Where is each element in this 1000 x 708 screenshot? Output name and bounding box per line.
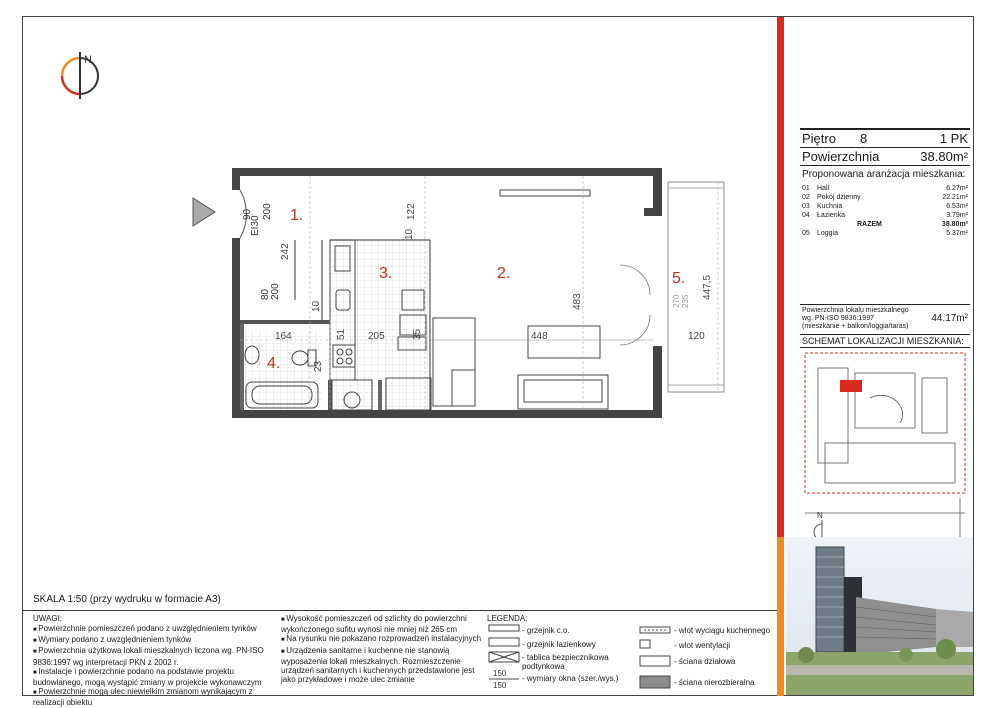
footer: [22, 590, 777, 708]
room-number-hall: 1.: [290, 207, 304, 224]
dim-23: 23: [313, 360, 324, 372]
dim-51: 51: [336, 328, 347, 340]
note-item: ■ Powierzchnie pomieszczeń podano z uwzględnieniem tynków: [33, 624, 278, 635]
dim-242: 242: [280, 243, 291, 260]
mini-compass-icon: [814, 520, 822, 538]
room-name: Kuchnia: [817, 203, 843, 210]
note-item: ■ Urządzenia sanitarne i kuchenne nie stanowią wyposażenia lokali mieszkalnych. Rozmieszczenie urządzeń sanitarnych i kuchennych przedstawione jest jako przykładowe i może ulec zmianie: [281, 646, 491, 685]
dim-120: 120: [688, 331, 705, 342]
location-schema: [800, 348, 970, 538]
floor-label: Piętro: [802, 131, 836, 146]
proposal-title: Proponowana aranżacja mieszkania:: [802, 169, 966, 180]
legend-radiator: - grzejnik c.o.: [522, 626, 570, 635]
legend-towel-radiator: - grzejnik łazienkowy: [522, 640, 596, 649]
dim-10a: 10: [404, 228, 415, 240]
notes-right: [281, 614, 491, 684]
room-number-living: 2.: [497, 265, 511, 282]
dim-205: 205: [368, 331, 385, 342]
radiator-icon: [489, 625, 519, 631]
note-item: ■ Wysokość pomieszczeń od szlichty do powierzchni wykończonego sufitu wynosi nie mniej niż 265 cm: [281, 614, 491, 634]
legend-window: - wymiary okna (szer./wys.): [522, 674, 619, 683]
note-item: ■ Powierzchnia użytkowa lokali mieszkalnych liczona wg. PN-ISO 9836:1997 wg interpretacji PKN z 2002 r.: [33, 646, 278, 666]
door-ei-label: EI30: [250, 215, 261, 236]
window-dim-num2: 150: [493, 681, 507, 690]
accent-bar-orange: [777, 537, 784, 696]
room-name: Hall: [817, 185, 830, 192]
partition-wall-icon: [640, 656, 670, 666]
room-no: [802, 220, 817, 229]
room-list: [800, 184, 970, 238]
living-furniture: [430, 190, 653, 409]
legend-fuse-box: - tablica bezpiecznikowa podtynkowa: [522, 653, 609, 671]
room-no: 02: [802, 194, 810, 201]
door2-width-label: 80: [260, 288, 271, 300]
room-name: Pokój dzienny: [817, 194, 861, 201]
floor-value: 8: [859, 131, 868, 146]
notes-left: [33, 624, 278, 708]
vent-icon: [640, 640, 650, 648]
notes-title: UWAGI:: [33, 614, 63, 623]
room-no: 01: [802, 185, 810, 192]
floor-row: [800, 128, 970, 148]
room-number-bathroom: 4.: [267, 355, 281, 372]
dim-270: 270: [672, 294, 681, 308]
door2-height-label: 200: [270, 283, 281, 300]
room-name: Łazienka: [817, 212, 846, 219]
note-item: ■ Powierzchnie mogą ulec niewielkim zmianom wynikającym z realizacji obiektu: [33, 687, 278, 707]
window-dim-num1: 150: [493, 669, 507, 678]
room-area: 22.21m²: [942, 194, 968, 201]
total-area-text2: wg. PN-ISO 9836:1997: [802, 315, 874, 322]
compass-letter: N: [84, 54, 92, 66]
legend-load-bearing-wall: - ściana nierozbieralna: [674, 678, 755, 687]
note-item: ■ Instalacje i powierzchnie podano na podstawie projektu budowlanego, mogą wystąpić zmiany w projekcie wykonawczym: [33, 667, 278, 687]
room-name: Loggia: [817, 230, 839, 237]
legend-title: LEGENDA:: [487, 614, 528, 623]
accent-bar-red: [777, 17, 784, 537]
summary-panel: [800, 128, 970, 238]
dim-448: 448: [531, 331, 548, 342]
room-area: 6.27m²: [946, 185, 968, 192]
room-number-kitchen: 3.: [379, 265, 393, 282]
room-total-label: RAZEM: [857, 221, 882, 228]
room-no: 03: [802, 203, 810, 210]
note-item: ■ Wymiary podano z uwzględnieniem tynków: [33, 635, 278, 646]
area-label: Powierzchnia: [802, 149, 880, 164]
total-area-text1: Powierzchnia lokalu mieszkalnego: [802, 307, 909, 314]
dim-164: 164: [275, 331, 292, 342]
towel-radiator-icon: [489, 638, 519, 646]
area-value: 38.80m²: [920, 149, 968, 164]
room-total-area: 38.80m²: [941, 221, 968, 228]
location-title: SCHEMAT LOKALIZACJI MIESZKANIA:: [800, 334, 970, 348]
total-area-panel: [800, 304, 970, 538]
legend-vent: - wlot wentylacji: [674, 641, 731, 650]
dim-235: 235: [681, 294, 690, 308]
compass-icon: [62, 52, 98, 99]
loggia: [668, 182, 724, 392]
legend-partition-wall: - ściana działowa: [674, 657, 736, 666]
building-render: [786, 537, 973, 695]
total-area-text3: (mieszkanie + balkon/loggia/taras): [802, 323, 909, 330]
mini-compass-letter: N: [817, 511, 823, 520]
total-area-value: 44.17m²: [931, 313, 968, 324]
room-area: 3.79m²: [946, 212, 968, 219]
dim-122: 122: [406, 203, 417, 220]
dim-447-5: 447,5: [702, 274, 713, 300]
room-area: 6.53m²: [946, 203, 968, 210]
room-no: 04: [802, 212, 810, 219]
dim-10b: 10: [311, 300, 322, 312]
entry-door: [193, 190, 246, 238]
dim-483: 483: [572, 293, 583, 310]
scale-note: SKALA 1:50 (przy wydruku w formacie A3): [33, 594, 221, 605]
unit-label: 1 PK: [939, 131, 968, 146]
legend-kitchen-vent: - wlot wyciągu kuchennego: [674, 626, 771, 635]
room-area: 5.37m²: [946, 230, 968, 237]
note-item: ■ Na rysunku nie pokazano rozprowadzeń instalacyjnych: [281, 634, 491, 645]
dim-35: 35: [412, 328, 423, 340]
unit-location-marker: [840, 380, 862, 392]
area-row: [800, 148, 970, 166]
room-number-loggia: 5.: [672, 270, 686, 287]
total-area-row: [800, 304, 970, 331]
room-no: 05: [802, 230, 810, 237]
door-width-label: 90: [242, 208, 253, 220]
door-height-label: 200: [262, 203, 273, 220]
load-bearing-wall-icon: [640, 676, 670, 688]
